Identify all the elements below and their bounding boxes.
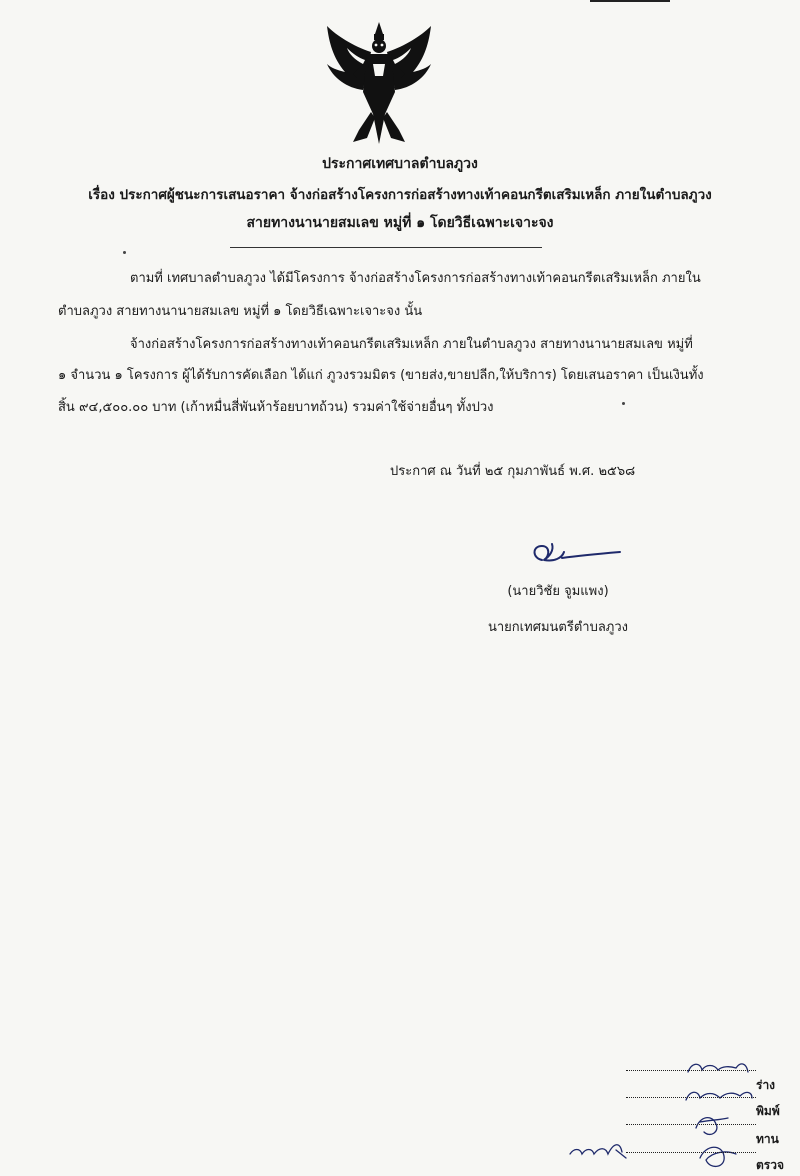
paragraph-1-line-1: ตามที่ เทศบาลตำบลภูวง ได้มีโครงการ จ้างก่อสร้างโครงการก่อสร้างทางเท้าคอนกรีตเสริมเหล็ก ภายใน [130, 271, 701, 286]
routing-line [626, 1097, 756, 1098]
signature [524, 538, 624, 572]
routing-line [626, 1124, 756, 1125]
scan-speck [622, 402, 625, 405]
signatory-name: (นายวิชัย จูมแพง) [507, 584, 609, 599]
signatory-position: นายกเทศมนตรีตำบลภูวง [488, 620, 628, 635]
routing-label-checked: ตรวจ [756, 1158, 785, 1172]
routing-label-draft: ร่าง [756, 1078, 776, 1092]
paragraph-2-line-2: ๑ จำนวน ๑ โครงการ ผู้ได้รับการคัดเลือก ได้แก่ ภูวงรวมมิตร (ขายส่ง,ขายปลีก,ให้บริการ) โดยเสนอราคา เป็นเงินทั้ง [58, 368, 704, 383]
title-divider [230, 247, 542, 248]
paragraph-2-line-3: สิ้น ๙๔,๕๐๐.๐๐ บาท (เก้าหมื่นสี่พันห้าร้อยบาทถ้วน) รวมค่าใช้จ่ายอื่นๆ ทั้งปวง [58, 400, 494, 415]
scan-mark [590, 0, 670, 2]
routing-line [626, 1152, 756, 1153]
routing-label-reviewed: ทาน [756, 1132, 779, 1146]
paragraph-2-line-1: จ้างก่อสร้างโครงการก่อสร้างทางเท้าคอนกรีตเสริมเหล็ก ภายในตำบลภูวง สายทางนานายสมเลข หมู่ที่ [130, 337, 693, 352]
announcement-date: ประกาศ ณ วันที่ ๒๕ กุมภาพันธ์ พ.ศ. ๒๕๖๘ [390, 464, 636, 479]
paragraph-1-line-2: ตำบลภูวง สายทางนานายสมเลข หมู่ที่ ๑ โดยวิธีเฉพาะเจาะจง นั้น [58, 304, 423, 319]
scan-speck [123, 251, 126, 254]
garuda-emblem-icon [323, 18, 435, 146]
routing-line [626, 1070, 756, 1071]
routing-label-typed: พิมพ์ [756, 1104, 780, 1118]
subject-line-1: เรื่อง ประกาศผู้ชนะการเสนอราคา จ้างก่อสร้างโครงการก่อสร้างทางเท้าคอนกรีตเสริมเหล็ก ภายในตำบลภูวง [88, 187, 712, 203]
document-title: ประกาศเทศบาลตำบลภูวง [322, 156, 478, 172]
subject-line-2: สายทางนานายสมเลข หมู่ที่ ๑ โดยวิธีเฉพาะเจาะจง [246, 215, 554, 231]
